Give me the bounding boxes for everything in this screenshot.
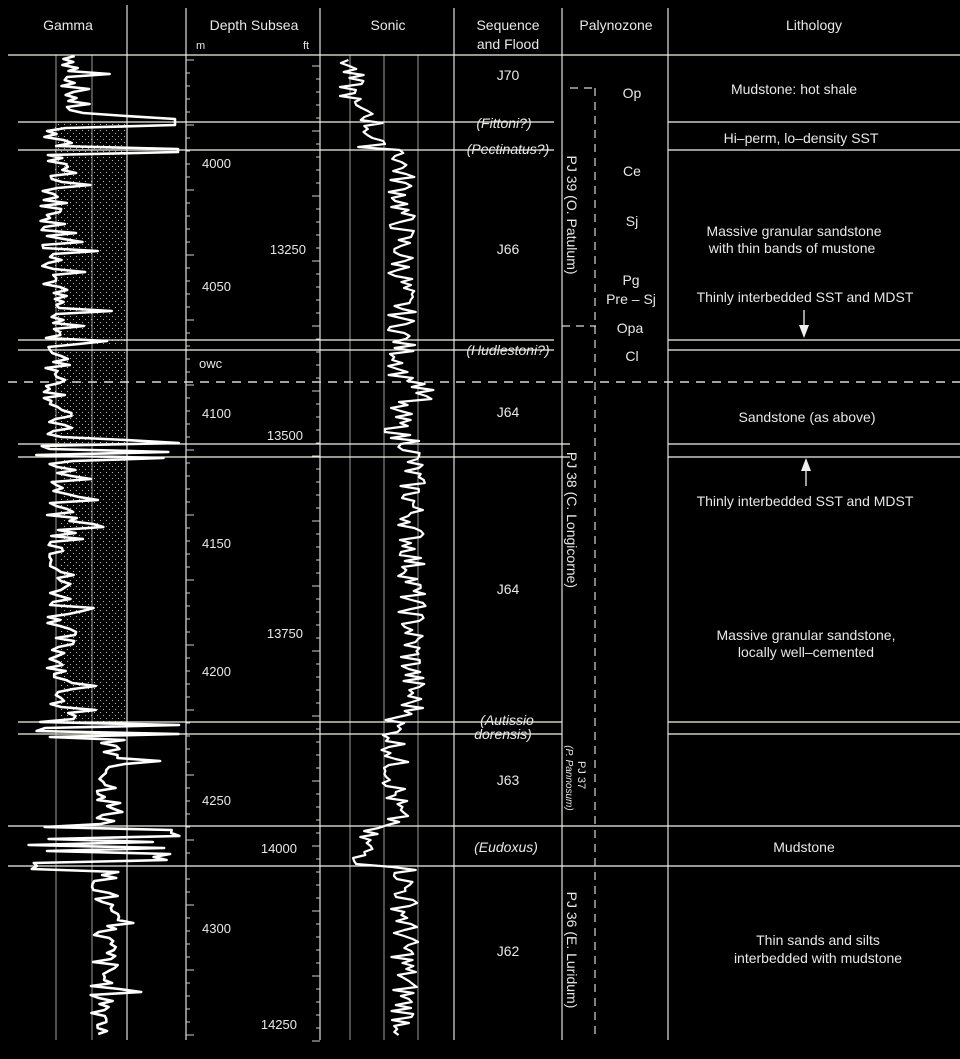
sequence-j62: J62	[496, 943, 520, 959]
pj36-label: PJ 36 (E. Luridum)	[564, 891, 580, 1009]
lithology-thin-sands-a: Thin sands and silts	[756, 932, 880, 948]
depth-m-label: 4100	[202, 406, 231, 421]
lithology-thin-sands-b: interbedded with mudstone	[733, 950, 903, 966]
flood-pectinatus: (Pectinatus?)	[466, 141, 550, 157]
depth-m-label: 4250	[202, 793, 231, 808]
sequence-labels	[466, 67, 549, 959]
pj37-label-line2: (P. Pannosum)	[563, 745, 574, 811]
lithology-hi-perm: Hi–perm, lo–density SST	[723, 130, 879, 146]
sequence-j63: J63	[496, 772, 520, 788]
lithology-header: Lithology	[785, 17, 843, 33]
depth-m-label: 4050	[202, 279, 231, 294]
depth-m-label: 4150	[202, 536, 231, 551]
pj37-label-line1: PJ 37	[575, 760, 587, 790]
depth-header: Depth Subsea	[209, 17, 299, 33]
owc-label: owc	[199, 356, 223, 371]
flood-eudoxus: (Eudoxus)	[474, 839, 538, 855]
lithology-sandstone-as-above: Sandstone (as above)	[738, 409, 876, 425]
lithology-labels	[697, 81, 914, 966]
flood-autissio-line2: dorensis)	[474, 726, 532, 742]
sand-shading	[54, 122, 127, 722]
depth-unit-m: m	[196, 40, 206, 52]
sonic-log-trace	[340, 60, 433, 1035]
palynozone-sj: Sj	[625, 213, 639, 229]
boundary-lines	[8, 55, 960, 866]
depth-m-label: 4300	[202, 921, 231, 936]
up-arrow-icon	[801, 458, 811, 486]
down-arrow-icon	[799, 310, 809, 338]
depth-m-label: 4000	[202, 156, 231, 171]
depth-ft-label: 13750	[266, 626, 303, 641]
flood-autissio-line1: (Autissio	[480, 712, 534, 728]
lithology-massive-1b: with thin bands of mustone	[708, 240, 876, 256]
lithology-hot-shale: Mudstone: hot shale	[730, 81, 858, 97]
lithology-thin-interbedded-1: Thinly interbedded SST and MDST	[696, 289, 914, 305]
depth-unit-ft: ft	[303, 40, 310, 52]
flood-fittoni: (Fittoni?)	[476, 115, 532, 131]
depth-ft-label: 13250	[269, 242, 306, 257]
lithology-mudstone: Mudstone	[773, 839, 835, 855]
pj-zone-labels	[563, 155, 587, 1008]
lithology-massive-1a: Massive granular sandstone	[706, 223, 882, 239]
palynozone-pg: Pg	[622, 272, 640, 288]
depth-ft-label: 13500	[266, 428, 303, 443]
sequence-j64-upper: J64	[496, 404, 520, 420]
palynozone-op: Op	[622, 85, 642, 101]
palynozone-pre-sj: Pre – Sj	[606, 291, 656, 307]
depth-m-label: 4200	[202, 664, 231, 679]
lithology-massive-2a: Massive granular sandstone,	[716, 627, 896, 643]
palynozone-header: Palynozone	[579, 17, 653, 33]
palynozone-cl: Cl	[625, 348, 639, 364]
depth-ft-label: 14000	[260, 841, 297, 856]
sonic-header: Sonic	[370, 17, 406, 33]
lithology-thin-interbedded-2: Thinly interbedded SST and MDST	[696, 493, 914, 509]
column-headers	[43, 17, 842, 52]
sequence-j64-lower: J64	[496, 581, 520, 597]
sequence-header-line2: and Flood	[476, 36, 540, 52]
palynozone-opa: Opa	[616, 320, 644, 336]
gamma-header: Gamma	[43, 17, 93, 33]
depth-labels	[199, 156, 306, 1032]
depth-ft-label: 14250	[260, 1017, 297, 1032]
sequence-j66: J66	[496, 241, 520, 257]
palynozone-ce: Ce	[623, 163, 641, 179]
pj38-label: PJ 38 (C. Longicorne)	[564, 451, 580, 589]
pj39-label: PJ 39 (O. Patulum)	[564, 155, 580, 275]
palynozone-labels	[606, 85, 656, 364]
sequence-j70: J70	[496, 67, 520, 83]
flood-hudlestoni: (Hudlestoni?)	[466, 342, 550, 358]
lithology-massive-2b: locally well–cemented	[737, 644, 875, 660]
sequence-header-line1: Sequence	[476, 17, 540, 33]
